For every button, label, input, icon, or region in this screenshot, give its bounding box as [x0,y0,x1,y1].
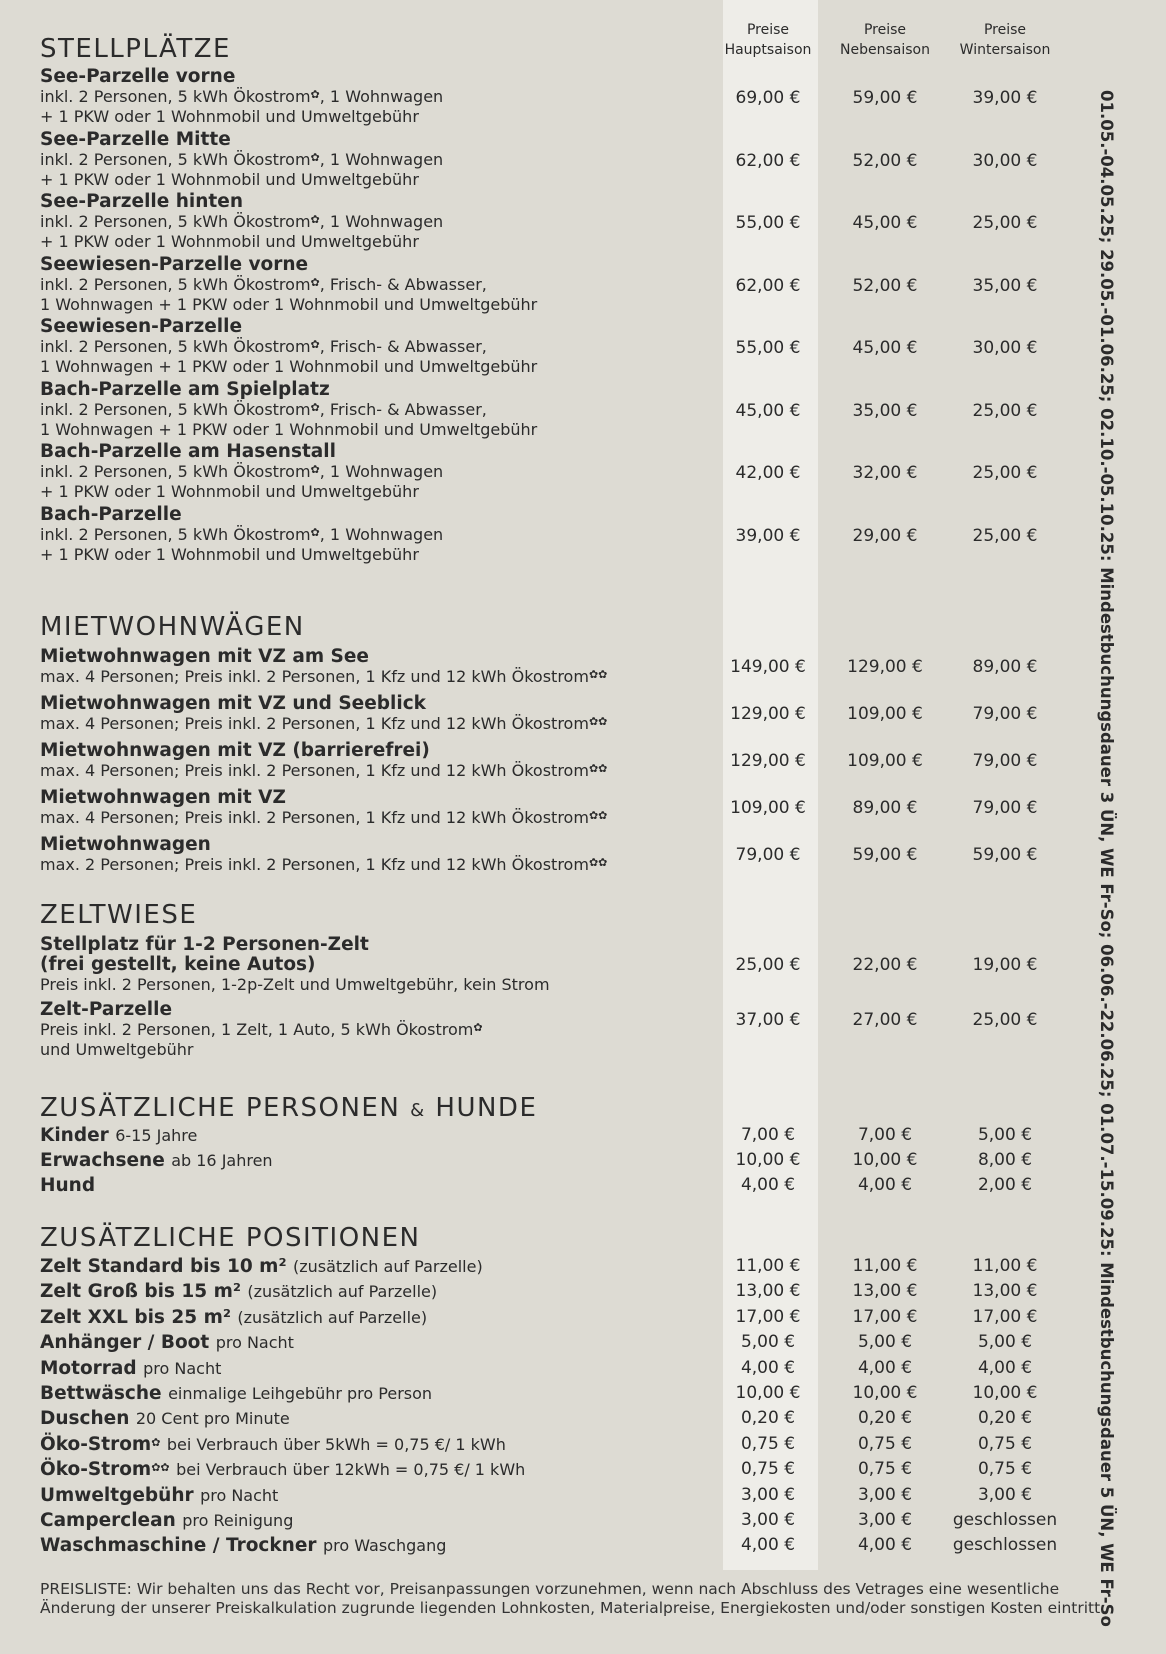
item-description: Preis inkl. 2 Personen, 1-2p-Zelt und Umweltgebühr, kein Strom [40,975,550,994]
item-note: bei Verbrauch über 5kWh = 0,75 €/ 1 kWh [166,1434,506,1454]
item-description [40,761,720,781]
price-nebensaison: 59,00 € [852,88,918,108]
item-description-line2: und Umweltgebühr [40,1040,194,1059]
price-nebensaison: 3,00 € [857,1510,913,1530]
section-title-personen-hunde: ZUSÄTZLICHE PERSONEN & HUNDE [40,1093,538,1123]
item-name-row [40,1409,720,1429]
item-note: pro Nacht [200,1485,279,1505]
item-description-text: inkl. 2 Personen, 5 kWh Ökostrom [40,274,311,294]
item-note: pro Waschgang [322,1536,447,1556]
column-header-line: Preise [983,22,1027,38]
list-item [40,380,720,440]
footer-line: Änderung der unserer Preiskalkulation zugrunde liegenden Lohnkosten, Materialpreise, Energiekosten und/oder sonstigen Kosten eintritt. [40,1599,1106,1617]
price-nebensaison: 3,00 € [857,1484,913,1505]
price-wintersaison: 30,00 € [972,338,1038,358]
column-header-line: Wintersaison [959,42,1051,58]
price-hauptsaison: 55,00 € [735,213,801,233]
column-header-line: Nebensaison [840,42,930,58]
item-description-line2: 1 Wohnwagen + 1 PKW oder 1 Wohnmobil und Umweltgebühr [40,419,538,439]
price-hauptsaison: 25,00 € [735,955,801,975]
item-name: Erwachsene [40,1150,165,1171]
price-hauptsaison: 17,00 € [735,1306,801,1327]
price-hauptsaison: 3,00 € [740,1484,796,1505]
column-header-wintersaison [945,20,1065,60]
price-hauptsaison: 4,00 € [740,1175,796,1195]
item-name-row [40,1486,720,1506]
list-item [40,130,720,190]
price-wintersaison: 25,00 € [972,213,1038,233]
price-nebensaison: 0,75 € [857,1459,913,1480]
price-wintersaison: 79,00 € [972,751,1038,771]
item-description-line2: + 1 PKW oder 1 Wohnmobil und Umweltgebühr [40,232,419,251]
price-hauptsaison: 129,00 € [730,751,806,771]
column-header-line: Hauptsaison [724,42,812,58]
item-description-text: inkl. 2 Personen, 5 kWh Ökostrom [40,337,311,356]
price-wintersaison: 79,00 € [972,704,1038,724]
list-item [40,647,720,687]
booking-conditions-text: 01.05.-04.05.25; 29.05.-01.06.25; 02.10.-05.10.25: Mindestbuchungsdauer 3 ÜN, WE Fr-So; 06.06.-22.06.25; 01.07.-15.09.25: Mindestbuchungsdauer 5 ÜN, WE Fr-So [1097,90,1116,1627]
price-wintersaison: 79,00 € [972,798,1038,818]
price-wintersaison: 8,00 € [977,1150,1033,1170]
item-name: Hund [40,1175,96,1196]
list-item [40,788,720,828]
item-description-text: max. 4 Personen; Preis inkl. 2 Personen, 1 Kfz und 12 kWh Ökostrom [40,761,589,780]
item-description-text: inkl. 2 Personen, 5 kWh Ökostrom [40,87,311,106]
item-description [40,337,720,357]
item-description-text: , Frisch- & Abwasser, [319,337,487,356]
item-name-row [40,1282,720,1302]
item-name: See-Parzelle hinten [40,191,243,212]
column-header-line: Preise [746,22,790,38]
price-hauptsaison: 69,00 € [735,88,801,108]
price-hauptsaison: 39,00 € [735,525,801,546]
list-item [40,1511,720,1531]
item-name: Öko-Strom [40,1433,152,1455]
list-item [40,1333,720,1353]
list-item [40,1384,720,1404]
column-header-nebensaison [825,20,945,60]
list-item [40,1151,720,1171]
item-description-text: , 1 Wohnwagen [319,462,444,481]
item-name-row [40,1257,720,1277]
price-hauptsaison: 7,00 € [740,1125,796,1145]
item-name: Umweltgebühr [40,1484,194,1506]
leaf-icon: ✿✿ [588,715,608,728]
item-description-line2: 1 Wohnwagen + 1 PKW oder 1 Wohnmobil und Umweltgebühr [40,357,538,376]
item-note: 20 Cent pro Minute [135,1409,290,1429]
item-name: Bettwäsche [40,1383,162,1404]
item-name: Mietwohnwagen mit VZ (barrierefrei) [40,740,430,761]
item-description-text: inkl. 2 Personen, 5 kWh Ökostrom [40,399,311,419]
price-hauptsaison: 3,00 € [740,1510,796,1530]
price-nebensaison: 0,75 € [857,1433,913,1454]
item-name: Zelt Groß bis 15 m² [40,1281,241,1303]
price-nebensaison: 0,20 € [857,1408,913,1429]
price-nebensaison: 32,00 € [852,463,918,483]
price-hauptsaison: 0,75 € [740,1459,796,1480]
list-item [40,1000,720,1060]
item-name: Motorrad [40,1357,137,1379]
price-nebensaison: 4,00 € [857,1175,913,1195]
item-description-line2: + 1 PKW oder 1 Wohnmobil und Umweltgebühr [40,169,419,189]
item-name: See-Parzelle vorne [40,66,236,87]
price-nebensaison: 10,00 € [852,1383,918,1403]
price-wintersaison: geschlossen [952,1510,1058,1530]
leaf-icon: ✿ [310,463,320,476]
price-wintersaison: geschlossen [952,1535,1058,1556]
price-wintersaison: 19,00 € [972,955,1038,975]
list-item [40,1176,720,1196]
leaf-icon: ✿✿ [588,668,608,681]
price-nebensaison: 45,00 € [852,338,918,358]
price-nebensaison: 17,00 € [852,1306,918,1327]
list-item [40,1282,720,1302]
leaf-icon: ✿ [310,150,320,164]
item-description-text: , 1 Wohnwagen [319,87,444,106]
price-nebensaison: 27,00 € [852,1010,918,1030]
item-note: ab 16 Jahren [171,1151,273,1170]
item-description-text: inkl. 2 Personen, 5 kWh Ökostrom [40,462,311,481]
list-item [40,442,720,502]
item-name: Stellplatz für 1-2 Personen-Zelt [40,934,369,955]
item-name: Öko-Strom [40,1459,152,1481]
item-note: 6-15 Jahre [115,1126,198,1145]
item-description-text: , Frisch- & Abwasser, [319,274,487,294]
price-wintersaison: 4,00 € [977,1357,1033,1378]
item-name-row [40,1460,720,1480]
price-hauptsaison: 0,20 € [740,1408,796,1429]
price-nebensaison: 5,00 € [857,1332,913,1353]
price-nebensaison: 4,00 € [857,1535,913,1556]
price-nebensaison: 59,00 € [852,845,918,865]
list-item [40,741,720,781]
item-description [40,714,720,734]
item-name-row [40,1151,720,1171]
leaf-icon: ✿✿ [588,762,608,775]
item-name-row [40,1333,720,1353]
list-item [40,67,720,127]
item-name-row [40,1384,720,1404]
price-wintersaison: 5,00 € [977,1125,1033,1145]
item-name: Zelt-Parzelle [40,999,173,1020]
price-wintersaison: 0,75 € [977,1433,1033,1454]
price-nebensaison: 29,00 € [852,525,918,546]
section-title-zeltwiese: ZELTWIESE [40,900,198,930]
item-name-row [40,1536,720,1556]
column-header-hauptsaison [708,20,828,60]
price-nebensaison: 35,00 € [852,400,918,421]
item-description-text: , 1 Wohnwagen [319,524,444,544]
item-description [40,212,720,232]
price-hauptsaison: 62,00 € [735,150,801,171]
item-description-text: max. 4 Personen; Preis inkl. 2 Personen, 1 Kfz und 12 kWh Ökostrom [40,714,589,733]
item-note: (zusätzlich auf Parzelle) [237,1307,428,1327]
item-description [40,275,720,295]
leaf-icon: ✿ [310,525,320,539]
item-note: (zusätzlich auf Parzelle) [247,1282,438,1302]
item-name: Waschmaschine / Trockner [40,1535,317,1557]
list-item [40,317,720,377]
list-item [40,1460,720,1480]
item-description-text: max. 4 Personen; Preis inkl. 2 Personen, 1 Kfz und 12 kWh Ökostrom [40,808,589,827]
column-header-line: Preise [863,22,907,38]
item-description-line2: + 1 PKW oder 1 Wohnmobil und Umweltgebühr [40,482,419,501]
footer-disclaimer [40,1580,1140,1618]
leaf-icon: ✿ [310,213,320,226]
item-note: pro Nacht [143,1358,222,1378]
price-wintersaison: 25,00 € [972,400,1038,421]
item-description-text: inkl. 2 Personen, 5 kWh Ökostrom [40,524,311,544]
price-hauptsaison: 10,00 € [735,1150,801,1170]
price-hauptsaison: 11,00 € [735,1256,801,1276]
item-description-text: inkl. 2 Personen, 5 kWh Ökostrom [40,149,311,169]
price-nebensaison: 109,00 € [847,751,923,771]
price-hauptsaison: 4,00 € [740,1535,796,1556]
list-item [40,1486,720,1506]
price-hauptsaison: 10,00 € [735,1383,801,1403]
price-hauptsaison: 149,00 € [730,657,806,677]
price-hauptsaison: 79,00 € [735,845,801,865]
leaf-icon: ✿✿ [151,1461,170,1475]
list-item [40,935,720,995]
item-name: Duschen [40,1408,130,1430]
item-description-line2: + 1 PKW oder 1 Wohnmobil und Umweltgebühr [40,544,419,564]
price-nebensaison: 45,00 € [852,213,918,233]
item-name: Mietwohnwagen mit VZ am See [40,646,369,667]
price-hauptsaison: 4,00 € [740,1357,796,1378]
section-title-stellplaetze: STELLPLÄTZE [40,34,231,64]
price-hauptsaison: 42,00 € [735,463,801,483]
leaf-icon: ✿ [310,275,320,289]
list-item [40,192,720,252]
price-nebensaison: 52,00 € [852,275,918,296]
item-description-text: , 1 Wohnwagen [319,149,444,169]
price-wintersaison: 39,00 € [972,88,1038,108]
price-nebensaison: 4,00 € [857,1357,913,1378]
price-hauptsaison: 45,00 € [735,400,801,421]
price-wintersaison: 17,00 € [972,1306,1038,1327]
item-note: (zusätzlich auf Parzelle) [293,1257,483,1276]
price-nebensaison: 129,00 € [847,657,923,677]
item-name-row [40,1308,720,1328]
item-name-row [40,1359,720,1379]
item-description-line2: + 1 PKW oder 1 Wohnmobil und Umweltgebühr [40,107,419,126]
item-name-row [40,1176,720,1196]
item-description [40,400,720,420]
leaf-icon: ✿ [310,88,320,101]
price-wintersaison: 0,75 € [977,1459,1033,1480]
item-description [40,667,720,687]
item-description [40,808,720,828]
price-nebensaison: 13,00 € [852,1281,918,1302]
item-description-text: inkl. 2 Personen, 5 kWh Ökostrom [40,212,311,231]
price-wintersaison: 59,00 € [972,845,1038,865]
price-wintersaison: 5,00 € [977,1332,1033,1353]
price-nebensaison: 10,00 € [852,1150,918,1170]
item-name: Mietwohnwagen [40,834,211,855]
price-hauptsaison: 13,00 € [735,1281,801,1302]
price-wintersaison: 89,00 € [972,657,1038,677]
price-nebensaison: 22,00 € [852,955,918,975]
leaf-icon: ✿✿ [588,856,608,869]
leaf-icon: ✿ [310,400,320,414]
list-item [40,1359,720,1379]
item-name: Zelt XXL bis 25 m² [40,1306,231,1328]
price-hauptsaison: 37,00 € [735,1010,801,1030]
item-description-text: , 1 Wohnwagen [319,212,444,231]
list-item [40,1536,720,1556]
list-item [40,835,720,875]
price-wintersaison: 10,00 € [972,1383,1038,1403]
item-name: See-Parzelle Mitte [40,128,231,150]
price-hauptsaison: 0,75 € [740,1433,796,1454]
item-name: Mietwohnwagen mit VZ [40,787,286,808]
item-description-text: max. 2 Personen; Preis inkl. 2 Personen, 1 Kfz und 12 kWh Ökostrom [40,855,589,874]
price-wintersaison: 35,00 € [972,275,1038,296]
price-hauptsaison: 129,00 € [730,704,806,724]
item-description [40,855,720,875]
price-wintersaison: 25,00 € [972,525,1038,546]
price-wintersaison: 30,00 € [972,150,1038,171]
price-hauptsaison: 55,00 € [735,338,801,358]
item-note: bei Verbrauch über 12kWh = 0,75 €/ 1 kWh [176,1460,526,1480]
leaf-icon: ✿ [310,338,320,351]
price-nebensaison: 109,00 € [847,704,923,724]
item-note: pro Nacht [215,1333,294,1353]
list-item [40,1435,720,1455]
item-note: pro Reinigung [182,1511,294,1530]
item-description-text: , Frisch- & Abwasser, [319,399,487,419]
price-nebensaison: 7,00 € [857,1125,913,1145]
price-hauptsaison: 5,00 € [740,1332,796,1353]
section-title-positionen: ZUSÄTZLICHE POSITIONEN [40,1223,421,1253]
item-name: Seewiesen-Parzelle [40,316,243,337]
list-item [40,505,720,565]
price-wintersaison: 25,00 € [972,1010,1038,1030]
price-hauptsaison: 109,00 € [730,798,806,818]
item-name-line2: (frei gestellt, keine Autos) [40,954,316,975]
leaf-icon: ✿ [151,1435,161,1449]
leaf-icon: ✿✿ [588,809,608,822]
booking-conditions-note [1090,90,1120,1627]
price-wintersaison: 11,00 € [972,1256,1038,1276]
price-nebensaison: 52,00 € [852,150,918,171]
item-description-line2: 1 Wohnwagen + 1 PKW oder 1 Wohnmobil und Umweltgebühr [40,294,538,314]
list-item [40,1257,720,1277]
item-description [40,87,720,107]
list-item [40,255,720,315]
list-item [40,1308,720,1328]
leaf-icon: ✿ [473,1021,483,1034]
item-name: Kinder [40,1125,109,1146]
item-note: einmalige Leihgebühr pro Person [168,1384,433,1403]
item-name: Anhänger / Boot [40,1332,210,1354]
price-nebensaison: 89,00 € [852,798,918,818]
price-wintersaison: 2,00 € [977,1175,1033,1195]
item-name-row [40,1435,720,1455]
price-wintersaison: 3,00 € [977,1484,1033,1505]
item-name: Camperclean [40,1510,176,1531]
item-name: Zelt Standard bis 10 m² [40,1256,287,1277]
item-description [40,462,720,482]
item-name: Bach-Parzelle am Spielplatz [40,378,330,400]
item-name: Bach-Parzelle [40,503,182,525]
item-description [40,525,720,545]
item-description-text: max. 4 Personen; Preis inkl. 2 Personen, 1 Kfz und 12 kWh Ökostrom [40,667,589,686]
item-name: Mietwohnwagen mit VZ und Seeblick [40,693,426,714]
list-item [40,1126,720,1146]
price-nebensaison: 11,00 € [852,1256,918,1276]
list-item [40,1409,720,1429]
item-name: Seewiesen-Parzelle vorne [40,253,309,275]
list-item [40,694,720,734]
item-name: Bach-Parzelle am Hasenstall [40,441,336,462]
item-name-row [40,1511,720,1531]
item-name-row [40,1126,720,1146]
price-wintersaison: 25,00 € [972,463,1038,483]
footer-line: PREISLISTE: Wir behalten uns das Recht vor, Preisanpassungen vorzunehmen, wenn nach Abschluss des Vetrages eine wesentliche [40,1580,1060,1598]
section-title-mietwohnwaegen: MIETWOHNWÄGEN [40,612,305,642]
price-wintersaison: 13,00 € [972,1281,1038,1302]
item-description [40,150,720,170]
item-description: Preis inkl. 2 Personen, 1 Zelt, 1 Auto, 5 kWh Ökostrom✿ [40,1020,483,1039]
price-hauptsaison: 62,00 € [735,275,801,296]
price-wintersaison: 0,20 € [977,1408,1033,1429]
